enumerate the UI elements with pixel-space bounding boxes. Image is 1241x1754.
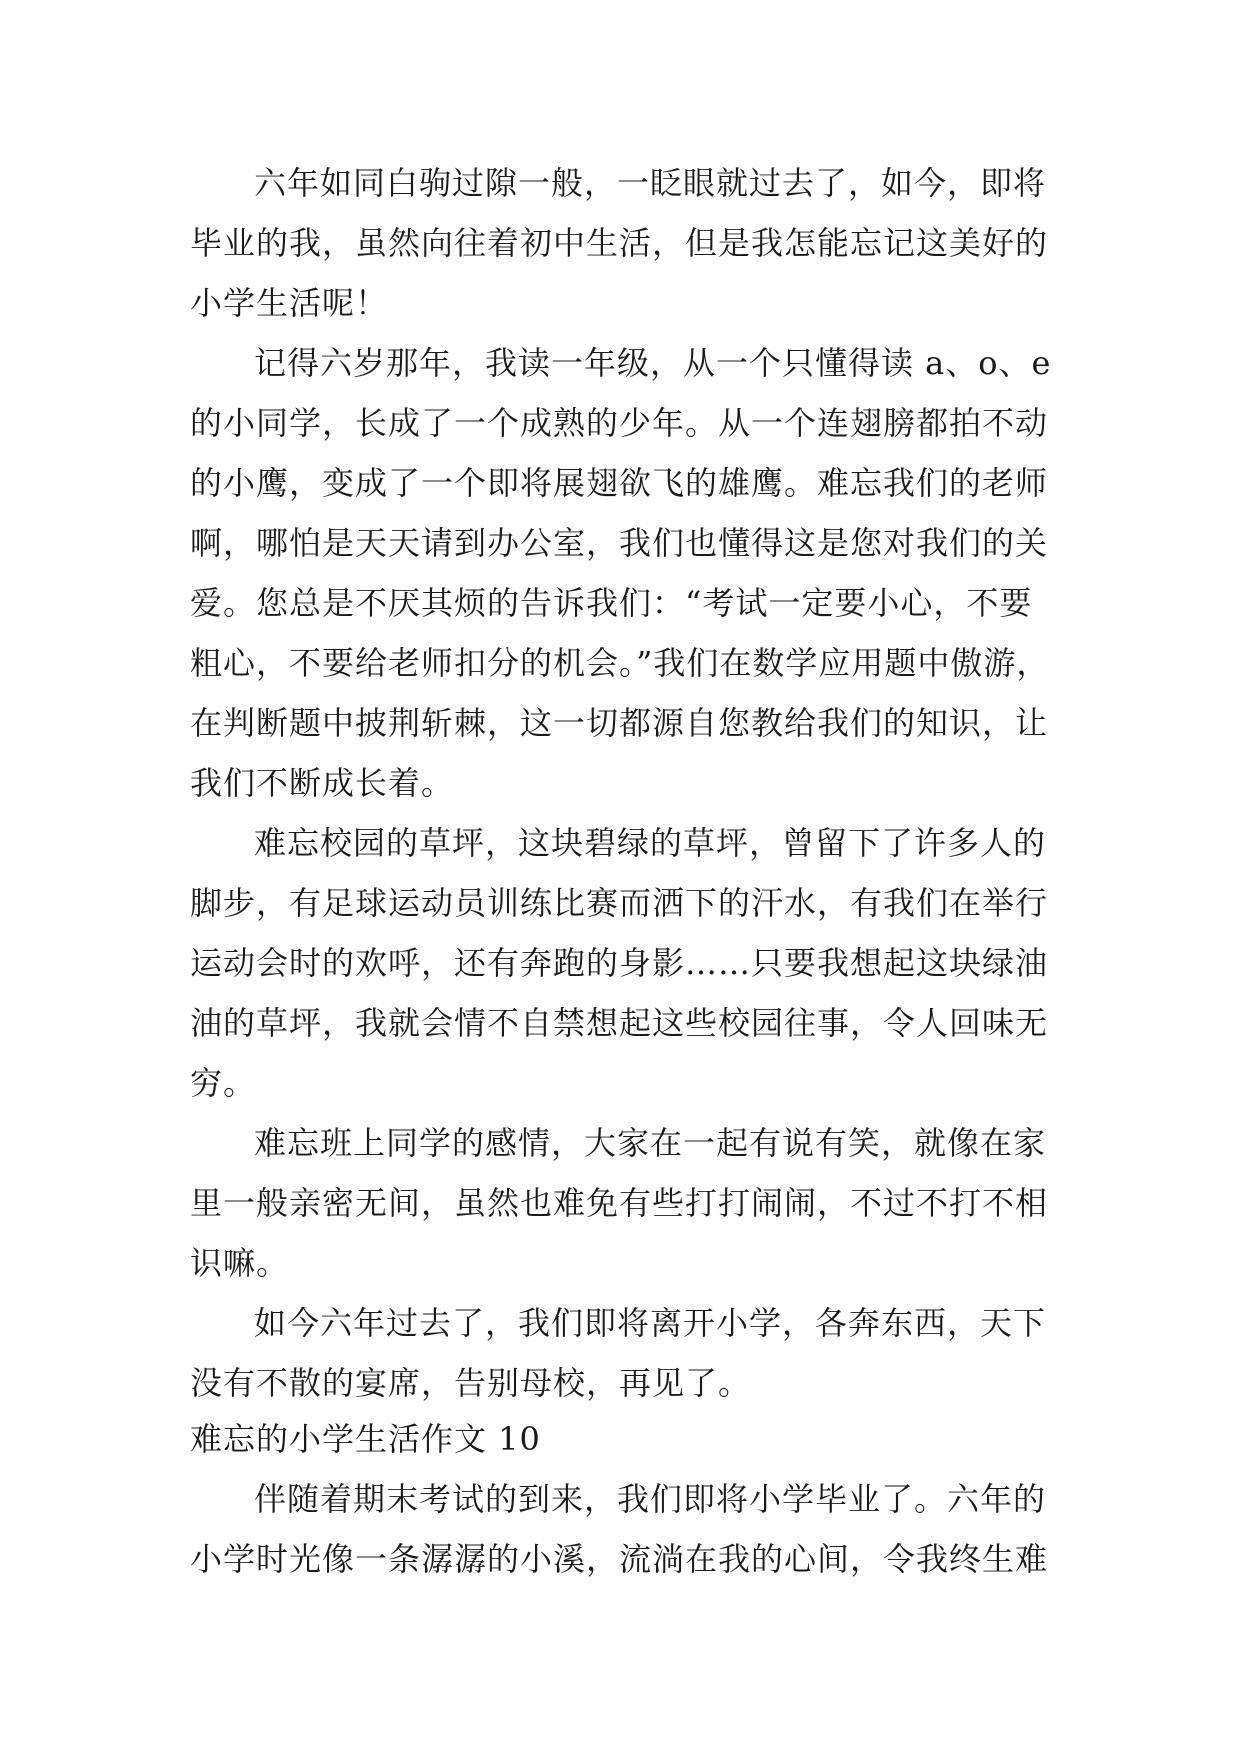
paragraph-line: 我们不断成长着。 xyxy=(190,764,455,802)
paragraph-line: 油的草坪，我就会情不自禁想起这些校园往事，令人回味无 xyxy=(190,1004,1049,1042)
paragraph-line: 毕业的我，虽然向往着初中生活，但是我怎能忘记这美好的 xyxy=(190,224,1049,262)
paragraph-line: 如今六年过去了，我们即将离开小学，各奔东西，天下 xyxy=(254,1304,1047,1342)
paragraph-line: 里一般亲密无间，虽然也难免有些打打闹闹，不过不打不相 xyxy=(190,1184,1049,1222)
paragraph-line: 难忘校园的草坪，这块碧绿的草坪，曾留下了许多人的 xyxy=(254,824,1047,862)
paragraph-line: 运动会时的欢呼，还有奔跑的身影……只要我想起这块绿油 xyxy=(190,944,1049,982)
paragraph-line: 的小鹰，变成了一个即将展翅欲飞的雄鹰。难忘我们的老师 xyxy=(190,464,1049,502)
paragraph-line: 脚步，有足球运动员训练比赛而洒下的汗水，有我们在举行 xyxy=(190,884,1049,922)
paragraph-line: 爱。您总是不厌其烦的告诉我们：“考试一定要小心，不要 xyxy=(190,584,1033,622)
section-heading: 难忘的小学生活作文 10 xyxy=(190,1420,541,1458)
paragraph-line: 伴随着期末考试的到来，我们即将小学毕业了。六年的 xyxy=(254,1480,1047,1518)
paragraph-line: 小学时光像一条潺潺的小溪，流淌在我的心间，令我终生难 xyxy=(190,1540,1049,1578)
paragraph-line: 记得六岁那年，我读一年级，从一个只懂得读 a、o、e xyxy=(254,344,1052,382)
paragraph-line: 粗心，不要给老师扣分的机会。”我们在数学应用题中傲游， xyxy=(190,644,1050,682)
paragraph-line: 啊，哪怕是天天请到办公室，我们也懂得这是您对我们的关 xyxy=(190,524,1049,562)
paragraph-line: 六年如同白驹过隙一般，一眨眼就过去了，如今，即将 xyxy=(254,164,1047,202)
paragraph-line: 识嘛。 xyxy=(190,1244,290,1282)
paragraph-line: 小学生活呢！ xyxy=(190,284,389,322)
paragraph-line: 难忘班上同学的感情，大家在一起有说有笑，就像在家 xyxy=(254,1124,1047,1162)
paragraph-line: 没有不散的宴席，告别母校，再见了。 xyxy=(190,1364,752,1402)
paragraph-line: 的小同学，长成了一个成熟的少年。从一个连翅膀都拍不动 xyxy=(190,404,1049,442)
paragraph-line: 在判断题中披荆斩棘，这一切都源自您教给我们的知识，让 xyxy=(190,704,1049,742)
paragraph-line: 穷。 xyxy=(190,1064,257,1102)
